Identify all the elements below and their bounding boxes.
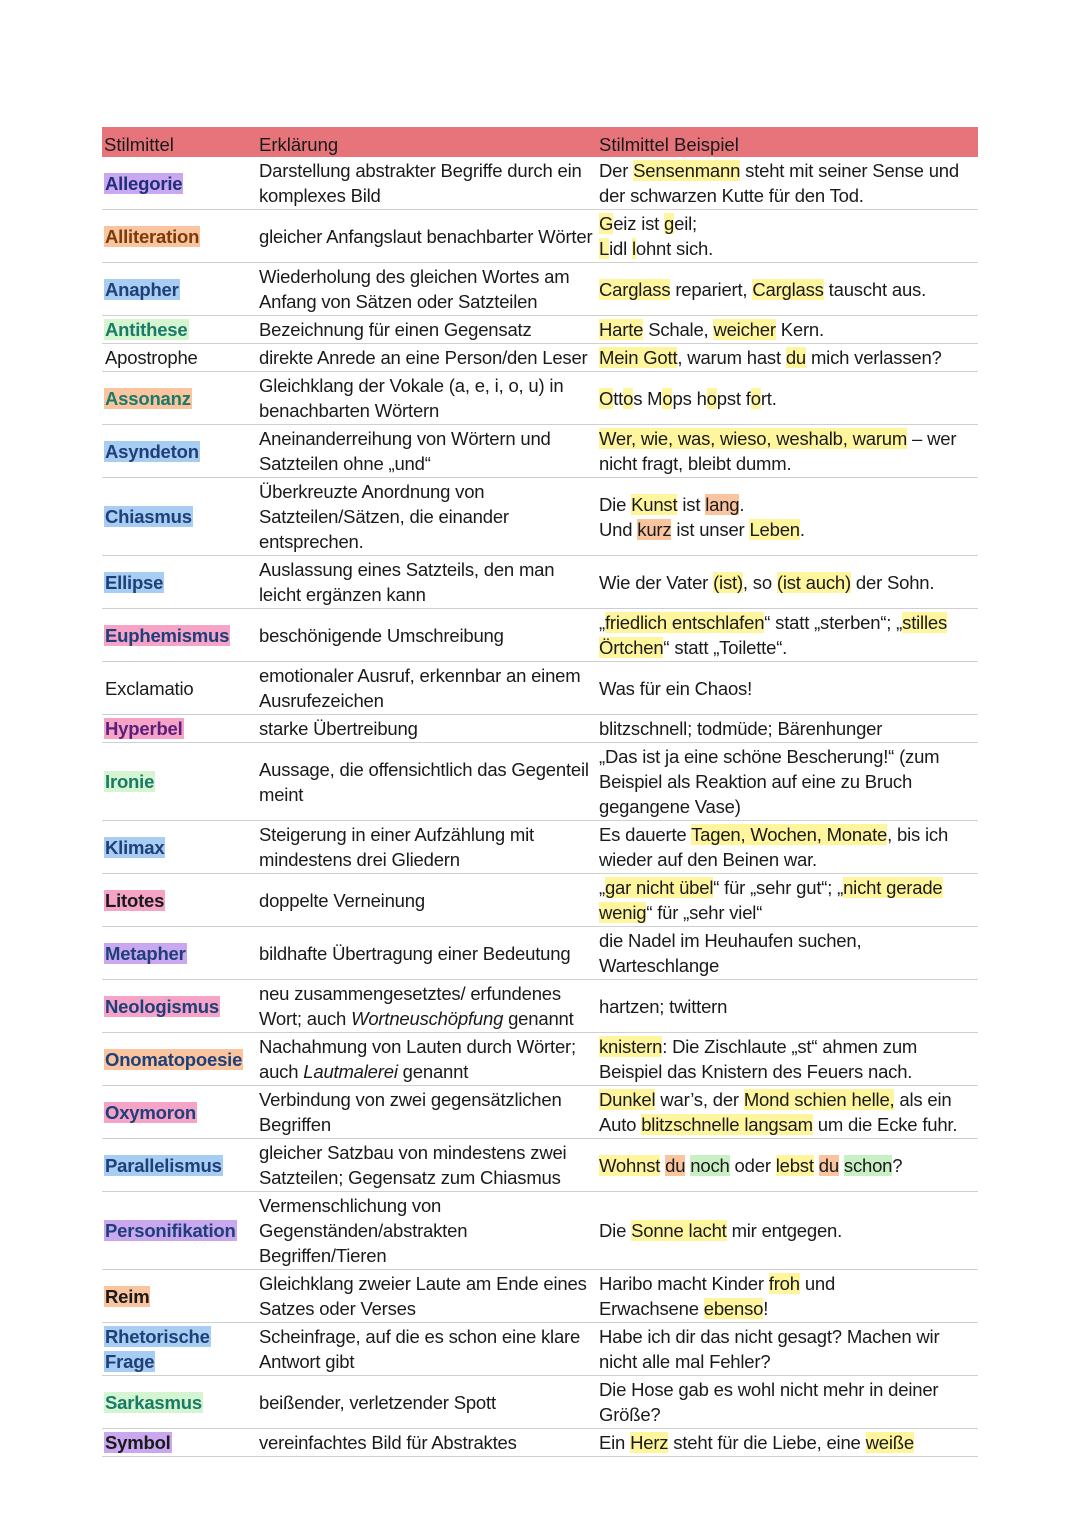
example-cell	[597, 372, 978, 425]
table-row	[102, 1323, 978, 1376]
explanation-part: Darstellung abstrakter Begriffe durch ein komplexes Bild	[259, 160, 582, 206]
explanation-cell	[257, 1139, 597, 1192]
term-label: Klimax	[105, 836, 165, 858]
table-row	[102, 662, 978, 715]
example-part: Kunst	[631, 493, 678, 515]
explanation-part: vereinfachtes Bild für Abstraktes	[259, 1432, 517, 1453]
term-label: Chiasmus	[105, 506, 192, 527]
example-part: o	[706, 387, 717, 409]
example-part: weiße	[865, 1432, 914, 1453]
term-cell	[102, 157, 257, 210]
table-header-row	[102, 127, 978, 157]
explanation-part: Nachahmung von Lauten durch Wörter; auch	[259, 1036, 576, 1082]
explanation-cell	[257, 662, 597, 715]
example-part: pst f	[716, 387, 751, 409]
example-cell	[597, 1376, 978, 1429]
explanation-cell	[257, 556, 597, 609]
table-row	[102, 821, 978, 874]
example-part: : Die Zischlaute „st“ ahmen zum Beispiel das Knistern des Feuers nach.	[599, 1036, 918, 1082]
explanation-cell	[257, 1323, 597, 1376]
example-cell	[597, 316, 978, 344]
table-body	[102, 157, 978, 1457]
table-row	[102, 157, 978, 210]
example-part	[814, 1155, 819, 1176]
term-cell	[102, 316, 257, 344]
table-row	[102, 609, 978, 662]
example-part: L	[599, 238, 610, 259]
explanation-part: gleicher Satzbau von mindestens zwei Satzteilen; Gegensatz zum Chiasmus	[259, 1142, 567, 1188]
term-cell	[102, 1376, 257, 1429]
example-part: Mein Gott	[599, 347, 678, 368]
term-label: Symbol	[105, 1432, 171, 1453]
example-part: G	[599, 213, 614, 234]
example-cell	[597, 980, 978, 1033]
term-label: Sarkasmus	[105, 1391, 202, 1413]
example-part: war’s, der	[655, 1089, 744, 1110]
example-cell	[597, 927, 978, 980]
term-label: Alliteration	[105, 225, 200, 247]
table-row	[102, 1086, 978, 1139]
example-cell	[597, 157, 978, 210]
explanation-part: emotionaler Ausruf, erkennbar an einem Ausrufezeichen	[259, 665, 581, 711]
example-part: lang	[705, 493, 740, 515]
explanation-part: doppelte Verneinung	[259, 889, 425, 911]
example-cell	[597, 210, 978, 263]
example-part: mich verlassen?	[806, 347, 942, 368]
example-cell	[597, 1323, 978, 1376]
example-part: um die Ecke fuhr.	[812, 1114, 958, 1135]
example-part: Die	[599, 493, 632, 515]
example-part: der Sohn.	[850, 571, 935, 593]
term-cell	[102, 1429, 257, 1457]
example-cell	[597, 1192, 978, 1270]
term-cell	[102, 715, 257, 743]
explanation-cell	[257, 743, 597, 821]
example-part: du	[665, 1154, 686, 1176]
table-row	[102, 980, 978, 1033]
term-label: Rhetorische Frage	[105, 1326, 210, 1372]
example-part: knistern	[599, 1036, 663, 1057]
term-cell	[102, 662, 257, 715]
example-part: tauscht aus.	[823, 278, 927, 300]
term-label: Antithese	[105, 319, 188, 340]
table-row	[102, 344, 978, 372]
explanation-part: bildhafte Übertragung einer Bedeutung	[259, 942, 571, 964]
explanation-cell	[257, 1376, 597, 1429]
example-part: Die	[599, 1220, 632, 1241]
explanation-part: Scheinfrage, auf die es schon eine klare Antwort gibt	[259, 1326, 581, 1372]
example-part: nicht gerade wenig	[599, 877, 943, 923]
example-part: gar nicht übel	[604, 877, 714, 898]
table-row	[102, 425, 978, 478]
explanation-part: Auslassung eines Satzteils, den man leicht ergänzen kann	[259, 559, 555, 605]
example-part: Es dauerte	[599, 824, 692, 845]
term-label: Parallelismus	[105, 1154, 222, 1176]
explanation-part: gleicher Anfangslaut benachbarter Wörter	[259, 225, 593, 247]
example-part: stilles Örtchen	[599, 612, 948, 658]
example-part: kurz	[637, 518, 672, 540]
table-row	[102, 743, 978, 821]
explanation-cell	[257, 157, 597, 210]
term-label: Apostrophe	[105, 347, 198, 368]
example-part: – wer nicht fragt, bleibt dumm.	[599, 428, 957, 474]
term-cell	[102, 874, 257, 927]
term-label: Asyndeton	[105, 440, 199, 462]
example-part: (ist)	[713, 571, 743, 593]
explanation-cell	[257, 1033, 597, 1086]
example-cell	[597, 715, 978, 743]
example-cell	[597, 1086, 978, 1139]
example-cell	[597, 425, 978, 478]
example-part: ebenso	[703, 1298, 764, 1319]
example-part: Sonne lacht	[631, 1220, 727, 1241]
term-label: Anapher	[105, 278, 179, 300]
example-cell	[597, 662, 978, 715]
table-row	[102, 478, 978, 556]
example-part: g	[664, 213, 675, 234]
explanation-part: direkte Anrede an eine Person/den Leser	[259, 347, 588, 368]
term-cell	[102, 556, 257, 609]
table-row	[102, 1033, 978, 1086]
explanation-part: Aussage, die offensichtlich das Gegenteil meint	[259, 758, 589, 805]
example-part: als ein Auto	[599, 1089, 952, 1135]
example-part: Tagen, Wochen, Monate	[691, 824, 888, 845]
example-part: Und	[599, 518, 638, 540]
header-beispiel: Stilmittel Beispiel	[597, 127, 978, 157]
term-label: Euphemismus	[105, 624, 230, 646]
explanation-part: genannt	[503, 1008, 574, 1029]
table-row	[102, 1192, 978, 1270]
example-part: (ist auch)	[776, 571, 851, 593]
example-part: und	[799, 1273, 836, 1294]
explanation-cell	[257, 980, 597, 1033]
example-part: Kern.	[775, 319, 824, 340]
explanation-cell	[257, 1429, 597, 1457]
example-part: „Das ist ja eine schöne Bescherung!“ (zum Beispiel als Reaktion auf eine zu Bruch gegangene Vase)	[599, 746, 940, 817]
example-part: mir entgegen.	[726, 1220, 843, 1241]
explanation-cell	[257, 1192, 597, 1270]
table-row	[102, 1376, 978, 1429]
term-label: Litotes	[105, 889, 165, 911]
term-cell	[102, 372, 257, 425]
term-cell	[102, 1086, 257, 1139]
term-label: Assonanz	[105, 387, 191, 409]
example-cell	[597, 821, 978, 874]
term-cell	[102, 210, 257, 263]
example-part: .	[739, 493, 745, 515]
explanation-part: Gleichklang der Vokale (a, e, i, o, u) in benachbarten Wörtern	[259, 375, 564, 421]
example-part: Wie der Vater	[599, 571, 714, 593]
explanation-part: neu zusammengesetztes/ erfundenes Wort; auch	[259, 983, 561, 1029]
table-row	[102, 1429, 978, 1457]
example-cell	[597, 609, 978, 662]
example-cell	[597, 1139, 978, 1192]
example-part: die Nadel im Heuhaufen suchen, Warteschlange	[599, 930, 862, 976]
example-cell	[597, 556, 978, 609]
explanation-cell	[257, 1270, 597, 1323]
term-cell	[102, 1033, 257, 1086]
example-part: ?	[892, 1154, 903, 1176]
table-row	[102, 1139, 978, 1192]
explanation-part: Verbindung von zwei gegensätzlichen Begriffen	[259, 1089, 562, 1135]
term-cell	[102, 478, 257, 556]
explanation-part: Wiederholung des gleichen Wortes am Anfang von Sätzen oder Satzteilen	[259, 266, 570, 312]
table-row	[102, 372, 978, 425]
term-label: Metapher	[105, 942, 186, 964]
example-part: !	[763, 1298, 769, 1319]
header-erklaerung: Erklärung	[257, 127, 597, 157]
explanation-cell	[257, 1086, 597, 1139]
term-label: Ellipse	[105, 571, 164, 593]
example-part: Habe ich dir das nicht gesagt? Machen wir nicht alle mal Fehler?	[599, 1326, 940, 1372]
explanation-cell	[257, 425, 597, 478]
example-part: Leben	[749, 518, 800, 540]
example-part: “ für „sehr gut“; „	[713, 877, 844, 898]
example-cell	[597, 1270, 978, 1323]
explanation-cell	[257, 874, 597, 927]
example-part: Dunkel	[599, 1089, 656, 1110]
term-cell	[102, 980, 257, 1033]
example-cell	[597, 263, 978, 316]
example-part: tt	[613, 387, 624, 409]
example-part: , so	[742, 571, 777, 593]
term-cell	[102, 609, 257, 662]
example-part: eiz ist	[613, 213, 665, 234]
explanation-cell	[257, 927, 597, 980]
example-cell	[597, 1429, 978, 1457]
example-part: steht für die Liebe, eine	[668, 1432, 866, 1453]
example-part: noch	[690, 1154, 730, 1176]
explanation-cell	[257, 316, 597, 344]
example-part: ist	[677, 493, 706, 515]
table-row	[102, 715, 978, 743]
term-cell	[102, 743, 257, 821]
table-row	[102, 316, 978, 344]
example-part: Ein	[599, 1432, 631, 1453]
example-part: , warum hast	[677, 347, 786, 368]
term-label: Exclamatio	[105, 677, 194, 699]
table-row	[102, 556, 978, 609]
example-part: Carglass	[752, 278, 824, 300]
table-row	[102, 1270, 978, 1323]
example-part: , bis ich wieder auf den Beinen war.	[599, 824, 949, 870]
explanation-cell	[257, 821, 597, 874]
example-cell	[597, 1033, 978, 1086]
table-row	[102, 927, 978, 980]
example-part: Mond schien helle,	[743, 1089, 895, 1110]
example-cell	[597, 874, 978, 927]
example-part: s M	[633, 387, 663, 409]
explanation-part: Lautmalerei	[303, 1061, 398, 1082]
example-part: blitzschnelle langsam	[641, 1114, 813, 1135]
example-part: Haribo macht Kinder	[599, 1273, 769, 1294]
example-part: weicher	[713, 319, 776, 340]
term-label: Ironie	[105, 771, 155, 792]
stilmittel-table	[102, 127, 978, 1457]
example-part: Wer, wie, was, wieso, weshalb, warum	[599, 428, 908, 449]
example-part: Sensenmann	[633, 160, 741, 181]
example-part: “ für „sehr viel“	[646, 902, 763, 923]
example-part: “ statt „sterben“; „	[764, 612, 903, 633]
example-part: lebst	[775, 1154, 814, 1176]
example-part: o	[750, 387, 761, 409]
explanation-cell	[257, 372, 597, 425]
example-part: steht mit seiner Sense und der schwarzen Kutte für den Tod.	[599, 160, 959, 206]
example-part: du	[818, 1154, 839, 1176]
term-cell	[102, 1139, 257, 1192]
example-part: froh	[768, 1273, 800, 1294]
term-cell	[102, 1270, 257, 1323]
example-part: ist unser	[671, 518, 750, 540]
explanation-part: Gleichklang zweier Laute am Ende eines Satzes oder Verses	[259, 1273, 587, 1319]
term-cell	[102, 425, 257, 478]
term-cell	[102, 263, 257, 316]
table-row	[102, 263, 978, 316]
example-part: friedlich entschlafen	[604, 612, 765, 633]
explanation-part: Steigerung in einer Aufzählung mit mindestens drei Gliedern	[259, 824, 534, 870]
explanation-part: beschönigende Umschreibung	[259, 624, 504, 646]
explanation-part: starke Übertreibung	[259, 718, 418, 739]
explanation-part: genannt	[397, 1061, 469, 1082]
example-part: ohnt sich.	[635, 238, 714, 259]
explanation-part: beißender, verletzender Spott	[259, 1391, 496, 1413]
example-part: O	[599, 387, 614, 409]
explanation-cell	[257, 478, 597, 556]
example-part: schon	[843, 1154, 893, 1176]
term-label: Allegorie	[105, 172, 183, 194]
table-row	[102, 874, 978, 927]
example-part: oder	[729, 1154, 776, 1176]
example-part: Harte	[599, 319, 644, 340]
term-label: Oxymoron	[105, 1101, 196, 1123]
example-cell	[597, 743, 978, 821]
explanation-cell	[257, 263, 597, 316]
term-label: Personifikation	[105, 1220, 236, 1241]
term-cell	[102, 927, 257, 980]
term-label: Hyperbel	[105, 718, 183, 739]
term-cell	[102, 1323, 257, 1376]
term-label: Onomatopoesie	[105, 1048, 243, 1070]
term-cell	[102, 1192, 257, 1270]
example-part: repariert,	[670, 278, 753, 300]
example-part: eil;	[674, 213, 697, 234]
example-part: l	[631, 238, 636, 259]
explanation-part: Aneinanderreihung von Wörtern und Satzteilen ohne „und“	[259, 428, 551, 474]
example-part: o	[662, 387, 673, 409]
term-label: Neologismus	[105, 995, 219, 1017]
explanation-part: Wortneuschöpfung	[351, 1008, 504, 1029]
explanation-part: Vermenschlichung von Gegenständen/abstrakten Begriffen/Tieren	[259, 1195, 468, 1266]
term-cell	[102, 821, 257, 874]
table-row	[102, 210, 978, 263]
example-part: Was für ein Chaos!	[599, 677, 753, 699]
example-part: rt.	[760, 387, 777, 409]
example-part: idl	[609, 238, 632, 259]
explanation-cell	[257, 344, 597, 372]
example-part: ps h	[672, 387, 707, 409]
example-cell	[597, 344, 978, 372]
example-part: o	[623, 387, 634, 409]
explanation-part: Bezeichnung für einen Gegensatz	[259, 319, 532, 340]
explanation-cell	[257, 715, 597, 743]
example-part: „	[599, 612, 605, 633]
header-stilmittel: Stilmittel	[102, 127, 257, 157]
example-part: .	[799, 518, 805, 540]
example-part: du	[785, 347, 807, 368]
example-part: Erwachsene	[599, 1298, 704, 1319]
example-part: Wohnst	[599, 1154, 661, 1176]
example-part: “ statt „Toilette“.	[663, 637, 788, 658]
example-part: Die Hose gab es wohl nicht mehr in deiner Größe?	[599, 1379, 939, 1425]
example-part: blitzschnell; todmüde; Bärenhunger	[599, 718, 883, 739]
example-part: Der	[599, 160, 634, 181]
explanation-cell	[257, 609, 597, 662]
example-part: Herz	[630, 1432, 669, 1453]
explanation-part: Überkreuzte Anordnung von Satzteilen/Sätzen, die einander entsprechen.	[259, 481, 509, 552]
example-part: hartzen; twittern	[599, 995, 728, 1017]
example-cell	[597, 478, 978, 556]
example-part: Carglass	[599, 278, 671, 300]
example-part: Schale,	[643, 319, 714, 340]
example-part: „	[599, 877, 605, 898]
term-cell	[102, 344, 257, 372]
term-label: Reim	[105, 1285, 150, 1307]
explanation-cell	[257, 210, 597, 263]
